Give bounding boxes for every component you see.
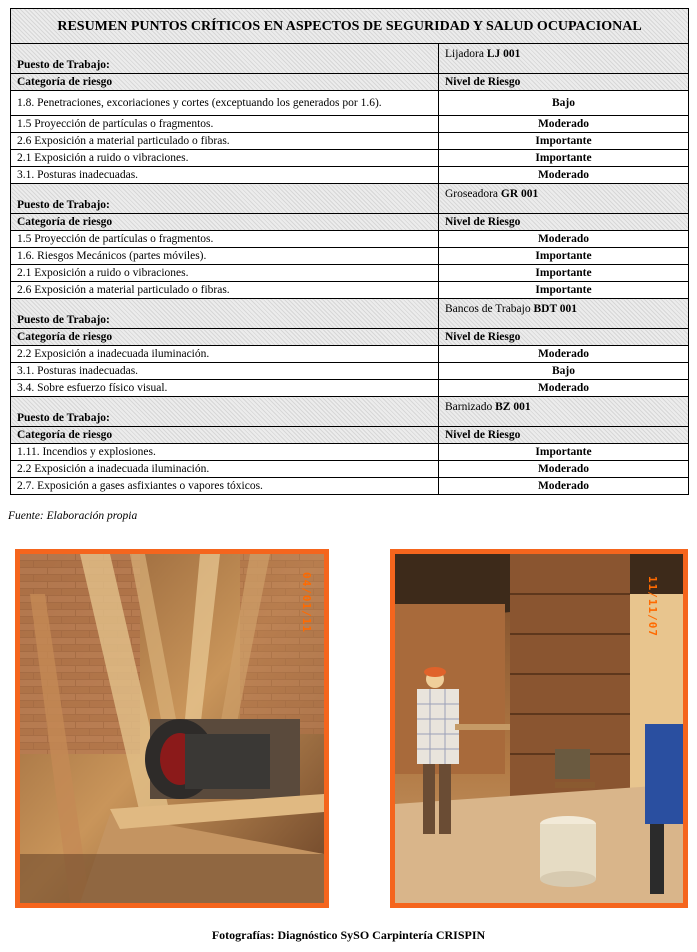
risk-category-cell: 1.11. Incendios y explosiones.	[11, 444, 439, 461]
risk-category-cell: 2.7. Exposición a gases asfixiantes o vapores tóxicos.	[11, 478, 439, 495]
risk-category-cell: 3.4. Sobre esfuerzo físico visual.	[11, 380, 439, 397]
puesto-row	[11, 299, 689, 329]
puesto-label: Puesto de Trabajo:	[11, 184, 439, 214]
risk-level-cell: Bajo	[439, 91, 689, 116]
risk-category-cell: 1.6. Riesgos Mecánicos (partes móviles).	[11, 248, 439, 265]
table-row	[11, 478, 689, 495]
categoria-label: Categoría de riesgo	[11, 329, 439, 346]
table-row	[11, 116, 689, 133]
photo-date-stamp-left: 04/01/11	[300, 572, 313, 633]
nivel-label: Nivel de Riesgo	[439, 427, 689, 444]
category-header-row	[11, 329, 689, 346]
risk-level-cell: Importante	[439, 265, 689, 282]
risk-level-cell: Moderado	[439, 167, 689, 184]
puesto-row	[11, 184, 689, 214]
category-header-row	[11, 74, 689, 91]
table-row	[11, 380, 689, 397]
table-title: RESUMEN PUNTOS CRÍTICOS EN ASPECTOS DE SEGURIDAD Y SALUD OCUPACIONAL	[11, 9, 689, 44]
risk-level-cell: Moderado	[439, 461, 689, 478]
risk-summary-table	[10, 8, 689, 495]
puesto-value	[439, 299, 689, 329]
nivel-label: Nivel de Riesgo	[439, 74, 689, 91]
risk-level-cell: Moderado	[439, 231, 689, 248]
risk-category-cell: 2.2 Exposición a inadecuada iluminación.	[11, 346, 439, 363]
nivel-label: Nivel de Riesgo	[439, 214, 689, 231]
table-title-row	[11, 9, 689, 44]
risk-category-cell: 2.6 Exposición a material particulado o fibras.	[11, 133, 439, 150]
workshop-photo-image	[395, 554, 683, 903]
table-row	[11, 265, 689, 282]
risk-category-cell: 2.2 Exposición a inadecuada iluminación.	[11, 461, 439, 478]
category-header-row	[11, 427, 689, 444]
photo-date-stamp-right: 11/11/07	[646, 576, 659, 637]
puesto-name: Groseadora	[445, 188, 501, 200]
puesto-value	[439, 184, 689, 214]
risk-level-cell: Moderado	[439, 380, 689, 397]
risk-category-cell: 1.5 Proyección de partículas o fragmentos.	[11, 116, 439, 133]
risk-level-cell: Importante	[439, 282, 689, 299]
risk-level-cell: Importante	[439, 150, 689, 167]
table-row	[11, 346, 689, 363]
risk-category-cell: 1.8. Penetraciones, excoriaciones y cortes (exceptuando los generados por 1.6).	[11, 91, 439, 116]
risk-category-cell: 2.1 Exposición a ruido o vibraciones.	[11, 150, 439, 167]
risk-category-cell: 2.6 Exposición a material particulado o fibras.	[11, 282, 439, 299]
photo-workshop	[390, 549, 688, 908]
risk-category-cell: 3.1. Posturas inadecuadas.	[11, 167, 439, 184]
risk-category-cell: 3.1. Posturas inadecuadas.	[11, 363, 439, 380]
puesto-row	[11, 397, 689, 427]
puesto-value	[439, 44, 689, 74]
risk-category-cell: 2.1 Exposición a ruido o vibraciones.	[11, 265, 439, 282]
risk-summary-sheet	[10, 8, 688, 495]
table-row	[11, 91, 689, 116]
categoria-label: Categoría de riesgo	[11, 427, 439, 444]
table-row	[11, 363, 689, 380]
categoria-label: Categoría de riesgo	[11, 214, 439, 231]
risk-category-cell: 1.5 Proyección de partículas o fragmentos.	[11, 231, 439, 248]
table-row	[11, 231, 689, 248]
nivel-label: Nivel de Riesgo	[439, 329, 689, 346]
photos-caption: Fotografías: Diagnóstico SySO Carpintería CRISPIN	[211, 928, 486, 942]
puesto-code: GR 001	[500, 188, 539, 200]
table-row	[11, 150, 689, 167]
puesto-name: Bancos de Trabajo	[445, 303, 534, 315]
photo-belt-sander	[15, 549, 329, 908]
puesto-row	[11, 44, 689, 74]
risk-level-cell: Bajo	[439, 363, 689, 380]
table-row	[11, 167, 689, 184]
categoria-label: Categoría de riesgo	[11, 74, 439, 91]
puesto-label: Puesto de Trabajo:	[11, 299, 439, 329]
risk-level-cell: Importante	[439, 248, 689, 265]
source-note: Fuente: Elaboración propia	[8, 510, 138, 522]
puesto-name: Barnizado	[445, 401, 496, 413]
table-row	[11, 444, 689, 461]
puesto-code: BZ 001	[495, 401, 531, 413]
puesto-label: Puesto de Trabajo:	[11, 44, 439, 74]
risk-level-cell: Moderado	[439, 478, 689, 495]
category-header-row	[11, 214, 689, 231]
puesto-code: LJ 001	[486, 48, 521, 60]
table-row	[11, 282, 689, 299]
risk-level-cell: Moderado	[439, 346, 689, 363]
puesto-name: Lijadora	[445, 48, 487, 60]
table-row	[11, 461, 689, 478]
puesto-value	[439, 397, 689, 427]
table-row	[11, 248, 689, 265]
table-row	[11, 133, 689, 150]
risk-level-cell: Moderado	[439, 116, 689, 133]
risk-level-cell: Importante	[439, 444, 689, 461]
risk-level-cell: Importante	[439, 133, 689, 150]
puesto-label: Puesto de Trabajo:	[11, 397, 439, 427]
puesto-code: BDT 001	[533, 303, 578, 315]
belt-sander-photo-image	[20, 554, 324, 903]
